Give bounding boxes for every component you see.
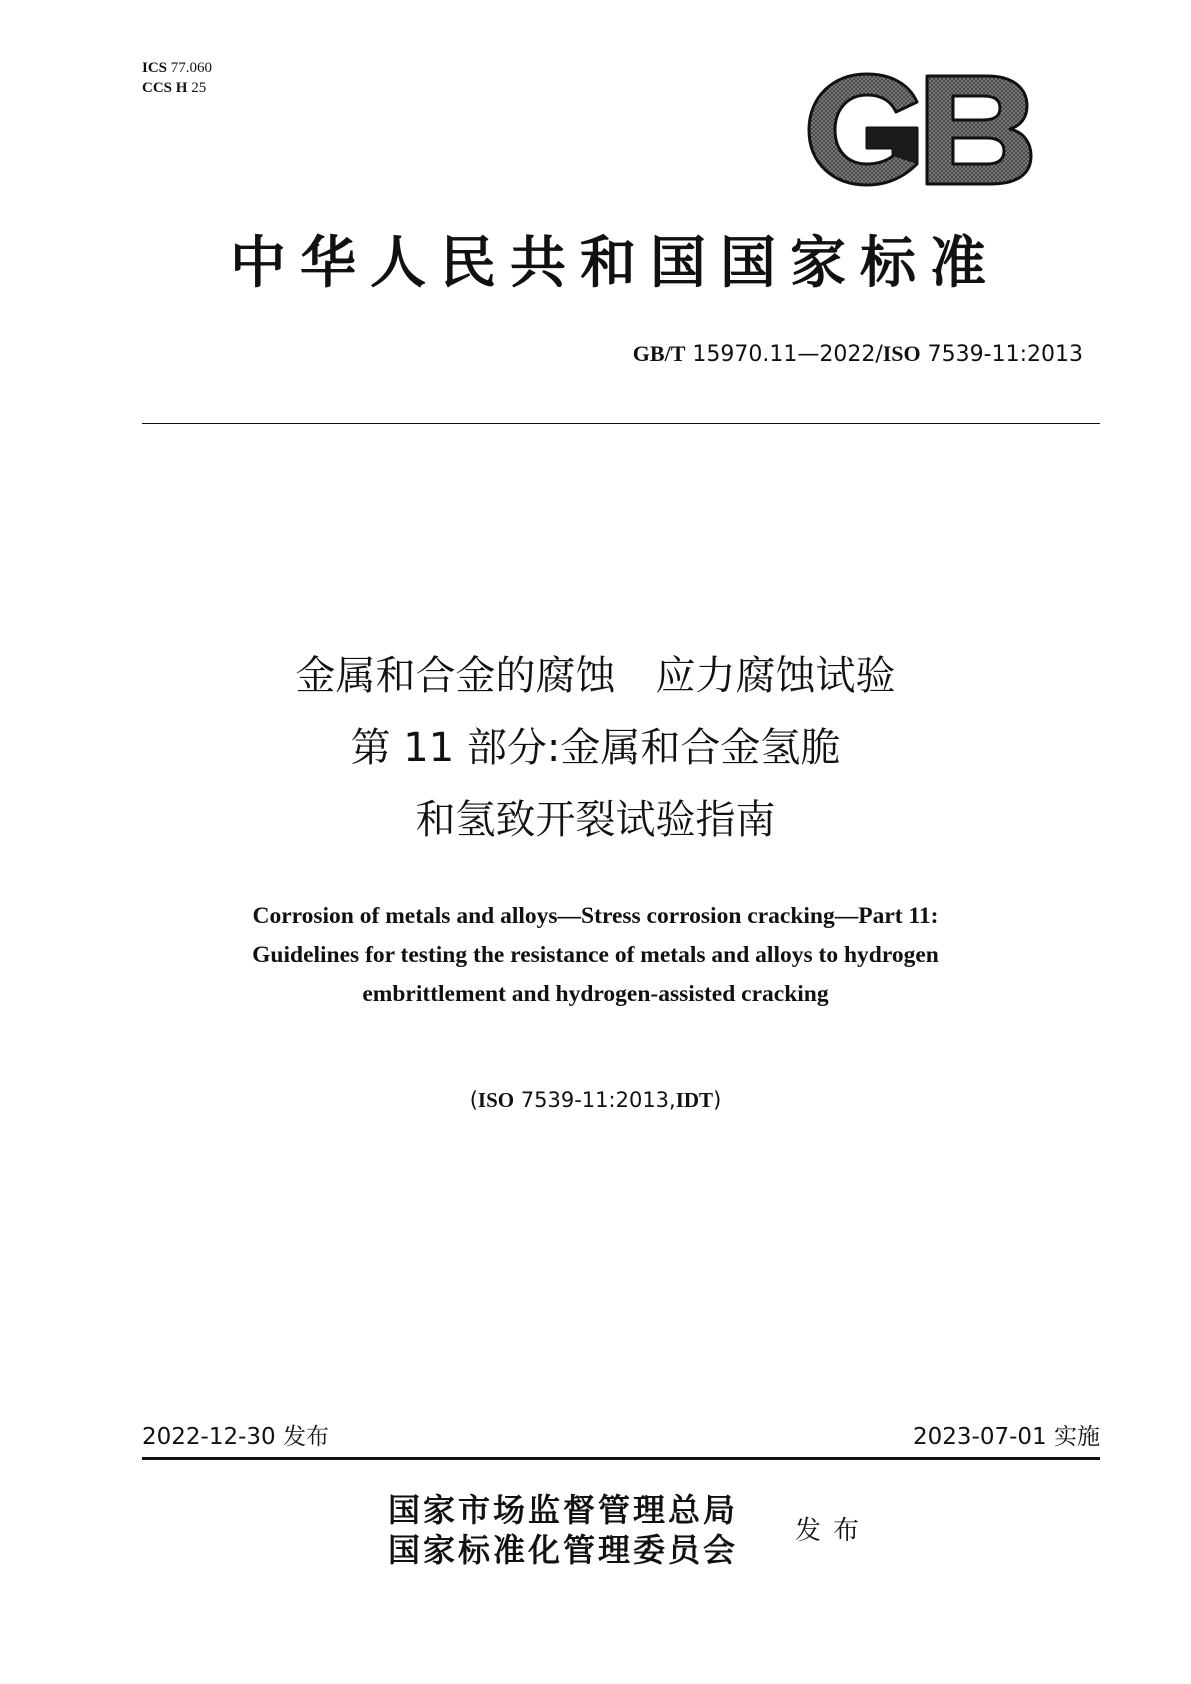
iso-code: 7539-11:2013 xyxy=(927,342,1083,367)
ccs-number: 25 xyxy=(191,80,207,96)
standard-number xyxy=(633,340,1083,369)
issue-date: 2022-12-30 发布 xyxy=(142,1424,329,1450)
ccs-prefix: CCS xyxy=(142,80,173,96)
ics-code xyxy=(142,58,212,78)
ics-prefix: ICS xyxy=(142,60,168,76)
ccs-letter: H xyxy=(175,80,188,96)
ccs-code xyxy=(142,78,206,98)
chinese-title-part-b: 应力腐蚀试验 xyxy=(655,653,896,699)
english-title-line-1: Corrosion of metals and alloys—Stress corrosion cracking—Part 11: xyxy=(252,903,939,929)
english-title-line-2: Guidelines for testing the resistance of metals and alloys to hydrogen xyxy=(252,942,939,968)
chinese-title-line-1 xyxy=(0,648,1191,704)
equivalence-statement xyxy=(0,1086,1191,1114)
issuer-sac: 国家标准化管理委员会 xyxy=(388,1531,739,1569)
publish-label: 发布 xyxy=(795,1516,872,1546)
gb-logo-icon xyxy=(805,72,1035,187)
national-standard-title: 中华人民共和国国家标准 xyxy=(230,230,1000,296)
logo-text: GB xyxy=(920,142,922,143)
implementation-date: 2023-07-01 实施 xyxy=(913,1424,1100,1450)
footer-divider xyxy=(142,1457,1100,1460)
header-divider xyxy=(142,423,1100,424)
chinese-title-line-2: 第 11 部分:金属和合金氢脆 xyxy=(350,725,841,771)
equivalence-iso-code: 7539-11:2013, xyxy=(520,1088,676,1112)
equivalence-iso-prefix: ISO xyxy=(477,1088,515,1112)
iso-prefix: ISO xyxy=(882,341,921,366)
equivalence-degree: IDT xyxy=(675,1088,714,1112)
standard-prefix: GB/T xyxy=(632,341,686,366)
equivalence-open: ( xyxy=(469,1088,478,1112)
standard-code: 15970.11—2022/ xyxy=(692,342,883,367)
chinese-title-part-a: 金属和合金的腐蚀 xyxy=(295,653,616,699)
equivalence-close: ) xyxy=(713,1088,722,1112)
english-title-line-3: embrittlement and hydrogen-assisted cracking xyxy=(362,981,829,1007)
ics-number: 77.060 xyxy=(170,60,213,76)
chinese-title-line-3: 和氢致开裂试验指南 xyxy=(415,797,776,843)
issuer-samr: 国家市场监督管理总局 xyxy=(388,1491,739,1529)
